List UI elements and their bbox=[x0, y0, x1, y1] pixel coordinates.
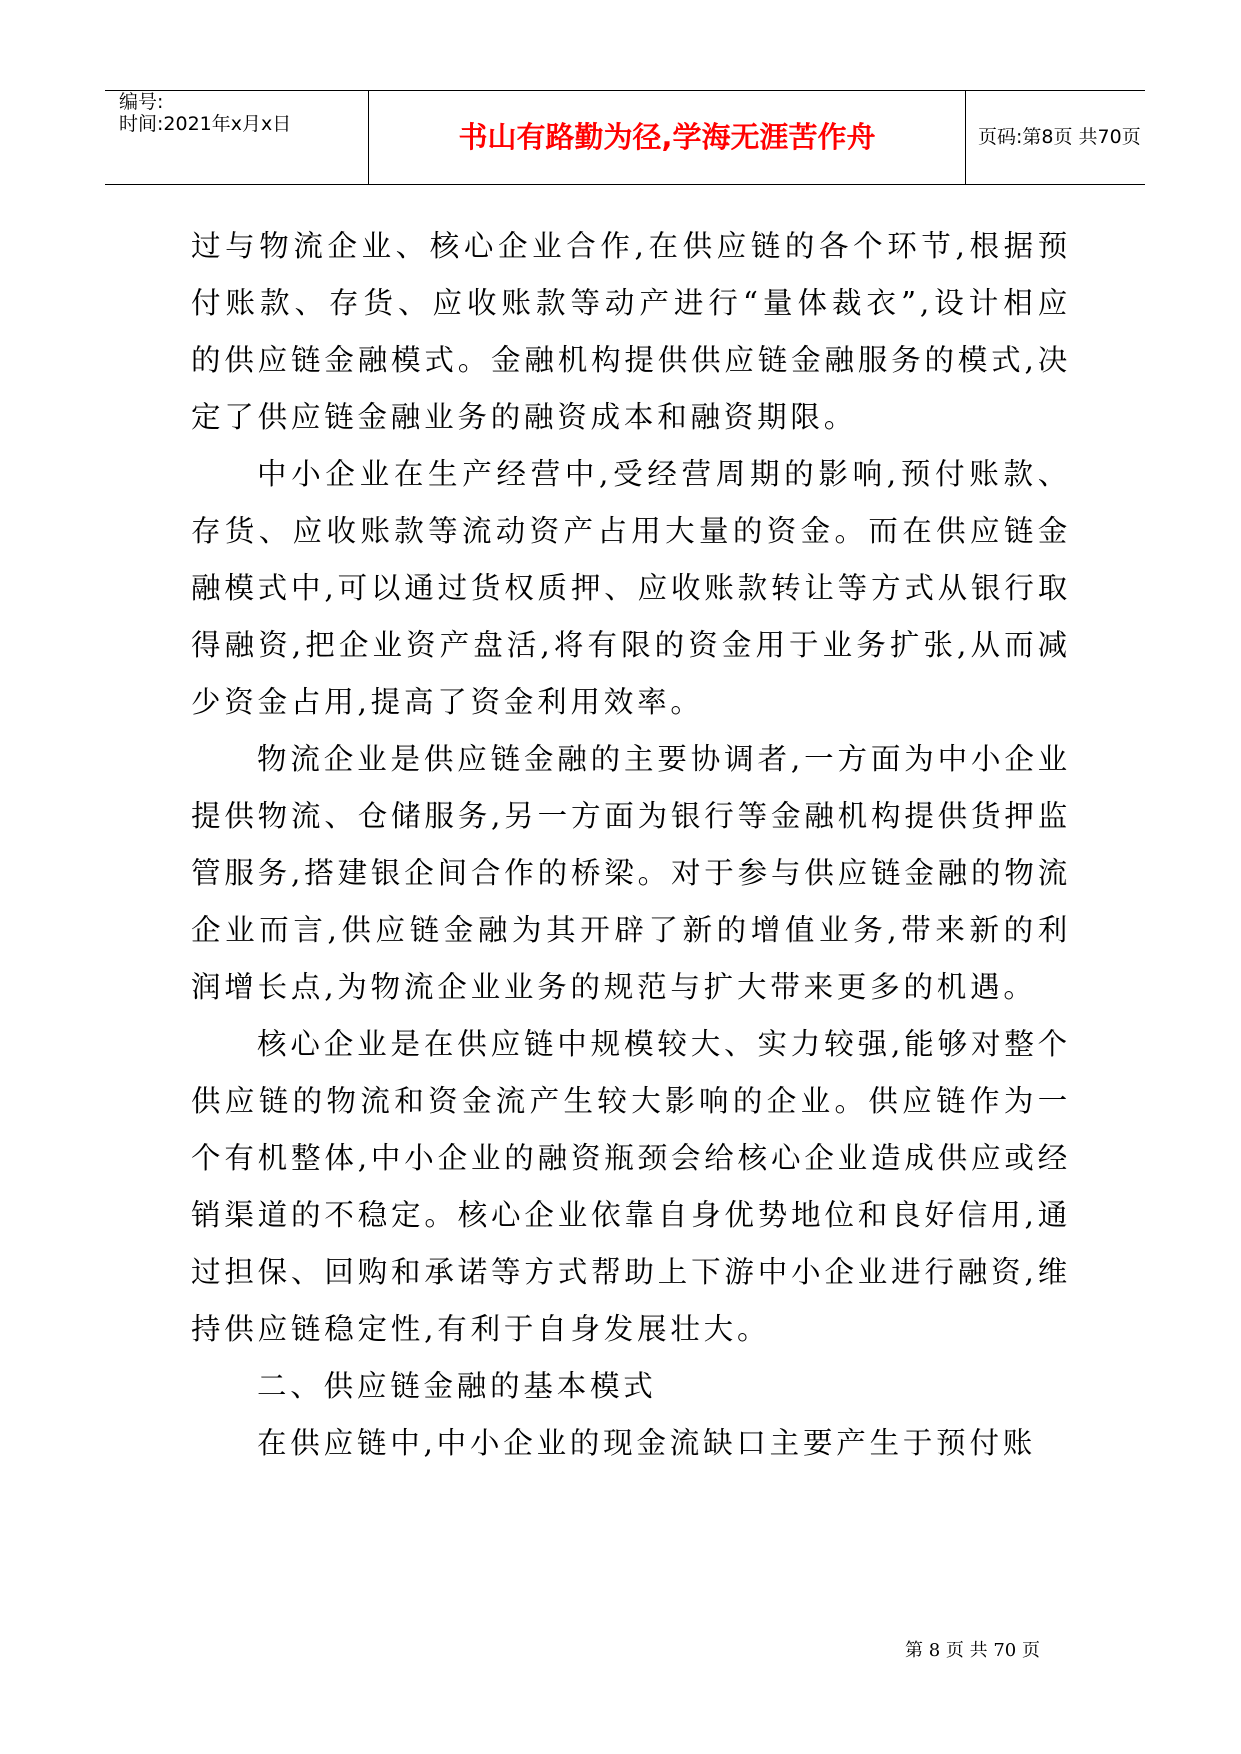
paragraph: 核心企业是在供应链中规模较大、实力较强,能够对整个供应链的物流和资金流产生较大影响的企业。供应链作为一个有机整体,中小企业的融资瓶颈会给核心企业造成供应或经销渠道的不稳定。核心企业依靠自身优势地位和良好信用,通过担保、回购和承诺等方式帮助上下游中小企业进行融资,维持供应链稳定性,有利于自身发展壮大。 bbox=[191, 1027, 1071, 1346]
section-heading: 二、供应链金融的基本模式 bbox=[257, 1369, 657, 1403]
header-motto: 书山有路勤为径,学海无涯苦作舟 bbox=[458, 120, 876, 154]
document-header bbox=[105, 90, 1145, 185]
paragraph: 中小企业在生产经营中,受经营周期的影响,预付账款、存货、应收账款等流动资产占用大量的资金。而在供应链金融模式中,可以通过货权质押、应收账款转让等方式从银行取得融资,把企业资产盘活,将有限的资金用于业务扩张,从而减少资金占用,提高了资金利用效率。 bbox=[191, 457, 1071, 719]
header-left-cell bbox=[105, 91, 369, 184]
page-footer: 第 8 页 共 70 页 bbox=[905, 1640, 1040, 1661]
header-page-info: 页码:第8页 共70页 bbox=[978, 126, 1141, 148]
document-body bbox=[191, 218, 1071, 1472]
header-right-cell bbox=[966, 91, 1145, 184]
paragraph: 在供应链中,中小企业的现金流缺口主要产生于预付账 bbox=[257, 1426, 1037, 1460]
paragraph-continuation: 过与物流企业、核心企业合作,在供应链的各个环节,根据预付账款、存货、应收账款等动产进行“量体裁衣”,设计相应的供应链金融模式。金融机构提供供应链金融服务的模式,决定了供应链金融业务的融资成本和融资期限。 bbox=[191, 229, 1071, 434]
header-middle-cell bbox=[369, 91, 966, 184]
document-number-label: 编号: bbox=[119, 91, 164, 113]
document-time-label: 时间:2021年x月x日 bbox=[119, 113, 292, 135]
paragraph: 物流企业是供应链金融的主要协调者,一方面为中小企业提供物流、仓储服务,另一方面为银行等金融机构提供货押监管服务,搭建银企间合作的桥梁。对于参与供应链金融的物流企业而言,供应链金融为其开辟了新的增值业务,带来新的利润增长点,为物流企业业务的规范与扩大带来更多的机遇。 bbox=[191, 742, 1071, 1004]
